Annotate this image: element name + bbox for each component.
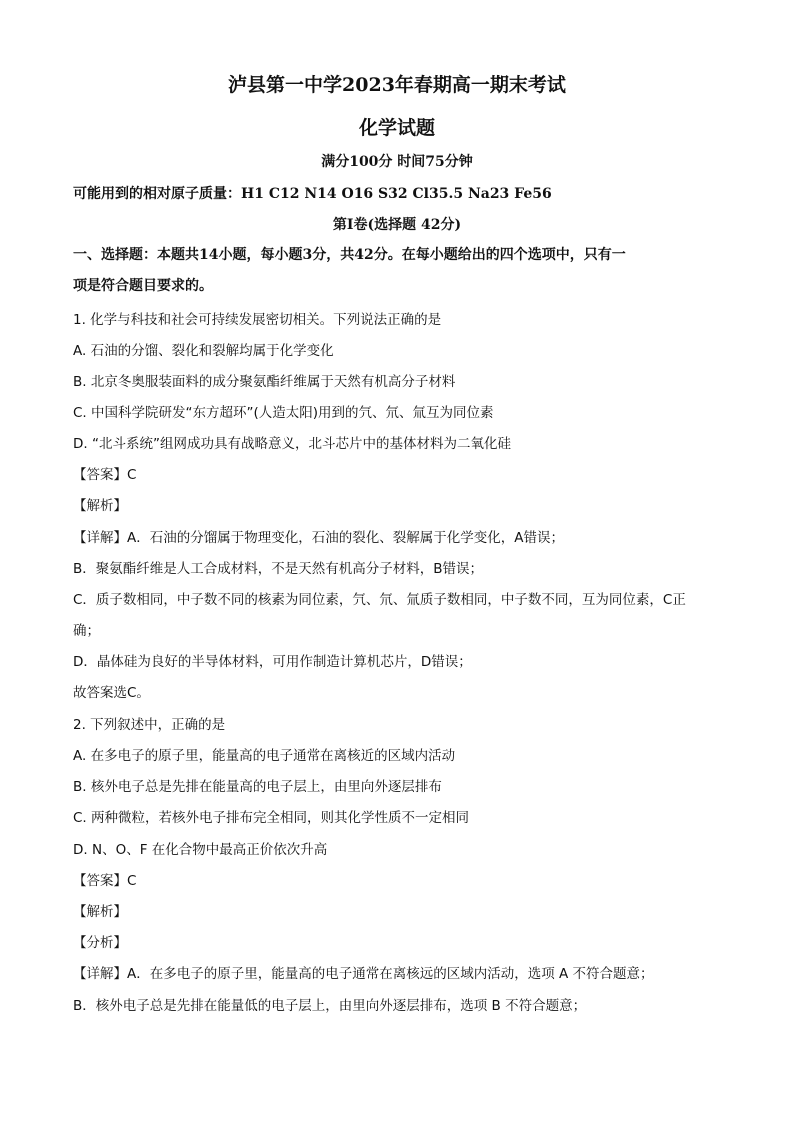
q2-detail-2: B．核外电子总是先排在能量低的电子层上，由里向外逐层排布，选项 B 不符合题意； — [73, 998, 587, 1014]
q1-detail-1: 【详解】A．石油的分馏属于物理变化，石油的裂化、裂解属于化学变化，A错误； — [73, 530, 564, 546]
q2-option-d: D. N、O、F 在化合物中最高正价依次升高 — [73, 842, 328, 858]
instructions-line1: 一、选择题：本题共14小题，每小题3分，共42分。在每小题给出的四个选项中，只有一 — [73, 247, 626, 263]
q1-option-a: A. 石油的分馏、裂化和裂解均属于化学变化 — [73, 343, 334, 359]
q1-detail-5: D．晶体硅为良好的半导体材料，可用作制造计算机芯片，D错误； — [73, 654, 472, 670]
q2-analysis-label: 【解析】 — [73, 904, 127, 920]
q2-stem: 2. 下列叙述中，正确的是 — [73, 717, 226, 733]
q1-detail-3: C．质子数相同，中子数不同的核素为同位素，氕、氘、氚质子数相同，中子数不同，互为同位素，C正 — [73, 592, 686, 608]
q2-option-c: C. 两种微粒，若核外电子排布完全相同，则其化学性质不一定相同 — [73, 810, 470, 826]
q1-analysis-label: 【解析】 — [73, 498, 127, 514]
q2-detail-1: 【详解】A．在多电子的原子里，能量高的电子通常在离核远的区域内活动，选项 A 不符合题意； — [73, 966, 654, 982]
q1-option-d: D. “北斗系统”组网成功具有战略意义，北斗芯片中的基体材料为二氧化硅 — [73, 436, 511, 452]
q2-answer: 【答案】C — [73, 873, 137, 889]
q1-conclusion: 故答案选C。 — [73, 685, 150, 701]
section-heading: 第I卷(选择题 42分) — [332, 217, 462, 233]
q1-option-c: C. 中国科学院研发“东方超环”(人造太阳)用到的氕、氘、氚互为同位素 — [73, 405, 494, 421]
instructions-line2: 项是符合题目要求的。 — [73, 278, 213, 294]
q1-option-b: B. 北京冬奥服装面料的成分聚氨酯纤维属于天然有机高分子材料 — [73, 374, 456, 390]
exam-subtitle: 化学试题 — [358, 117, 435, 139]
q1-answer: 【答案】C — [73, 467, 137, 483]
q2-option-b: B. 核外电子总是先排在能量高的电子层上，由里向外逐层排布 — [73, 779, 442, 795]
q2-fenxi-label: 【分析】 — [73, 935, 127, 951]
q1-detail-2: B．聚氨酯纤维是人工合成材料，不是天然有机高分子材料，B错误； — [73, 561, 484, 577]
exam-meta: 满分100分 时间75分钟 — [321, 154, 473, 170]
q1-stem: 1. 化学与科技和社会可持续发展密切相关。下列说法正确的是 — [73, 312, 442, 328]
q1-detail-4: 确； — [73, 623, 100, 639]
q2-option-a: A. 在多电子的原子里，能量高的电子通常在离核近的区域内活动 — [73, 748, 456, 764]
exam-title: 泸县第一中学2023年春期高一期末考试 — [228, 74, 566, 96]
atomic-masses: 可能用到的相对原子质量：H1 C12 N14 O16 S32 Cl35.5 Na23 Fe56 — [73, 186, 552, 202]
